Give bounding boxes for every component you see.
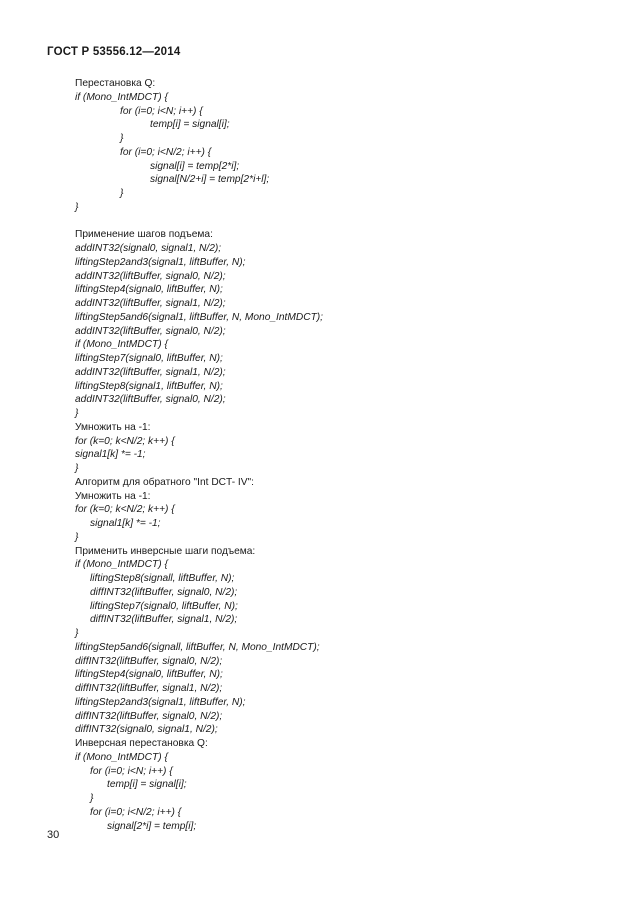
- code-line: temp[i] = signal[i];: [107, 779, 187, 791]
- code-line: }: [75, 201, 79, 213]
- code-line: }: [120, 133, 124, 144]
- code-line: addINT32(liftBuffer, signal0, N/2);: [75, 325, 226, 337]
- code-line: Применение шагов подъема:: [75, 229, 213, 241]
- code-line: if (Mono_IntMDCT) {: [75, 91, 168, 103]
- code-line: Инверсная перестановка Q:: [75, 738, 208, 749]
- code-line: for (i=0; i<N/2; i++) {: [90, 806, 182, 818]
- code-line: for (i=0; i<N; i++) {: [90, 765, 173, 777]
- code-line: for (k=0; k<N/2; k++) {: [75, 435, 175, 447]
- code-line: diffINT32(liftBuffer, signal0, N/2);: [75, 655, 223, 667]
- page-number: 30: [47, 829, 60, 841]
- code-line: if (Mono_IntMDCT) {: [75, 559, 168, 571]
- code-line: addINT32(liftBuffer, signal0, N/2);: [75, 270, 226, 282]
- code-line: signal[N/2+i] = temp[2*i+l];: [150, 174, 270, 186]
- code-line: addINT32(liftBuffer, signal0, N/2);: [75, 394, 226, 406]
- code-line: Перестановка Q:: [75, 78, 156, 89]
- code-line: signal[2*i] = temp[i];: [107, 820, 197, 832]
- code-line: addINT32(liftBuffer, signal1, N/2);: [75, 298, 226, 309]
- code-line: Умножить на -1:: [75, 421, 151, 433]
- code-line: liftingStep8(signall, liftBuffer, N);: [90, 573, 235, 584]
- code-line: Алгоритм для обратного "Int DCT- IV":: [75, 476, 254, 488]
- code-line: }: [75, 531, 79, 543]
- code-line: }: [90, 793, 94, 804]
- code-line: liftingStep4(signal0, liftBuffer, N);: [75, 284, 223, 296]
- code-line: }: [75, 628, 79, 639]
- code-line: diffINT32(liftBuffer, signal1, N/2);: [90, 614, 238, 626]
- code-line: }: [75, 463, 79, 474]
- code-line: signal1[k] *= -1;: [75, 449, 146, 461]
- code-line: if (Mono_IntMDCT) {: [75, 751, 168, 763]
- code-line: liftingStep5and6(signal1, liftBuffer, N, Mono_IntMDCT);: [75, 311, 324, 323]
- code-line: liftingStep2and3(signal1, liftBuffer, N);: [75, 696, 246, 708]
- code-line: diffINT32(liftBuffer, signal1, N/2);: [75, 683, 223, 694]
- code-line: liftingStep5and6(signall, liftBuffer, N, Mono_IntMDCT);: [75, 641, 320, 653]
- code-line: diffINT32(signal0, signal1, N/2);: [75, 724, 218, 736]
- code-line: liftingStep7(signal0, liftBuffer, N);: [90, 600, 238, 612]
- code-line: signal[i] = temp[2*i];: [150, 160, 240, 172]
- code-line: diffINT32(liftBuffer, signal0, N/2);: [75, 710, 223, 722]
- code-line: liftingStep8(signal1, liftBuffer, N);: [75, 380, 223, 392]
- code-line: temp[i] = signal[i];: [150, 119, 230, 131]
- code-line: for (i=0; i<N/2; i++) {: [120, 146, 212, 158]
- code-line: if (Mono_IntMDCT) {: [75, 339, 168, 351]
- code-line: liftingStep7(signal0, liftBuffer, N);: [75, 353, 223, 364]
- document-header: ГОСТ Р 53556.12—2014: [47, 46, 181, 58]
- code-line: }: [75, 408, 79, 419]
- code-line: Применить инверсные шаги подъема:: [75, 545, 256, 557]
- code-line: for (i=0; i<N; i++) {: [120, 105, 203, 117]
- code-line: liftingStep2and3(signal1, liftBuffer, N);: [75, 256, 246, 268]
- code-line: addINT32(signal0, signal1, N/2);: [75, 243, 222, 254]
- code-line: Умножить на -1:: [75, 490, 151, 502]
- code-line: liftingStep4(signal0, liftBuffer, N);: [75, 669, 223, 681]
- code-line: diffINT32(liftBuffer, signal0, N/2);: [90, 586, 238, 598]
- code-line: }: [120, 188, 124, 199]
- code-line: signal1[k] *= -1;: [90, 518, 161, 529]
- code-line: for (k=0; k<N/2; k++) {: [75, 504, 175, 516]
- code-line: addINT32(liftBuffer, signal1, N/2);: [75, 366, 226, 378]
